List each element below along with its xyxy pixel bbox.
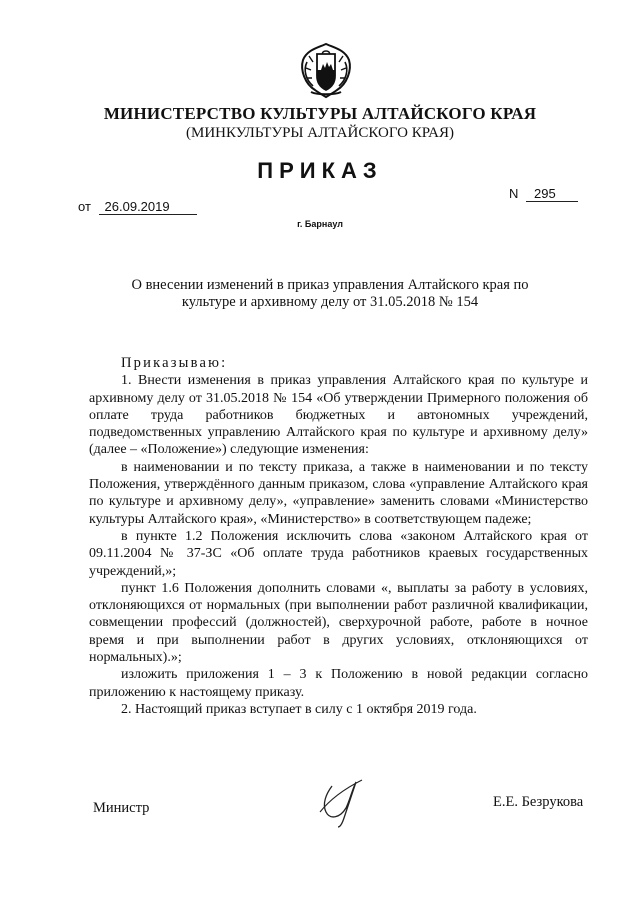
ministry-name: МИНИСТЕРСТВО КУЛЬТУРЫ АЛТАЙСКОГО КРАЯ	[103, 104, 537, 123]
document-type-title: ПРИКАЗ	[257, 158, 383, 183]
order-word: Приказываю:	[121, 355, 228, 371]
paragraph: 2. Настоящий приказ вступает в силу с 1 октября 2019 года.	[121, 701, 477, 717]
order-number-field	[509, 186, 578, 202]
ministry-short-name: (МИНКУЛЬТУРЫ АЛТАЙСКОГО КРАЯ)	[186, 125, 454, 141]
paragraph: 1. Внести изменения в приказ управления Алтайского края по культуре и архивному делу от 31.05.2018 № 154 «Об утверждении Примерного положения об оплате труда работников бюджетных и автономных учреждений, подведомственных управлению Алтайского края по культуре и архивному делу» (далее – «Положение») следующие изменения:	[89, 373, 588, 458]
order-number: 295	[526, 187, 578, 202]
order-date: 26.09.2019	[99, 200, 197, 215]
order-date-field	[78, 199, 197, 215]
number-prefix: N	[509, 186, 519, 201]
date-prefix: от	[78, 199, 91, 214]
signatory-name: Е.Е. Безрукова	[493, 794, 584, 810]
handwritten-signature-icon	[312, 772, 374, 828]
coat-of-arms-icon	[297, 40, 355, 100]
paragraph: пункт 1.6 Положения дополнить словами «, выплаты за работу в условиях, отклоняющихся от нормальных (при выполнении работ различной квалификации, совмещении профессий (должностей), сверхурочной работе, работе в ночное время и при выполнении работ в других условиях, отклоняющихся от нормальных).»;	[89, 580, 588, 666]
paragraph: изложить приложения 1 – 3 к Положению в новой редакции согласно приложению к настоящему приказу.	[89, 667, 588, 700]
city-label: г. Барнаул	[297, 219, 343, 229]
signatory-title: Министр	[93, 800, 150, 816]
paragraph: в пункте 1.2 Положения исключить слова «законом Алтайского края от 09.11.2004 № 37-ЗС «Об оплате труда работников краевых государственных учреждений,»;	[89, 528, 588, 579]
order-subject: О внесении изменений в приказ управления Алтайского края по культуре и архивному делу от 31.05.2018 № 154	[131, 277, 529, 310]
order-body	[89, 355, 588, 718]
paragraph: в наименовании и по тексту приказа, а также в наименовании и по тексту Положения, утверждённого данным приказом, слова «управление Алтайского края по культуре и архивному делу», «управление» заменить словами «Министерство культуры Алтайского края», «Министерство» в соответствующем падеже;	[89, 459, 588, 527]
